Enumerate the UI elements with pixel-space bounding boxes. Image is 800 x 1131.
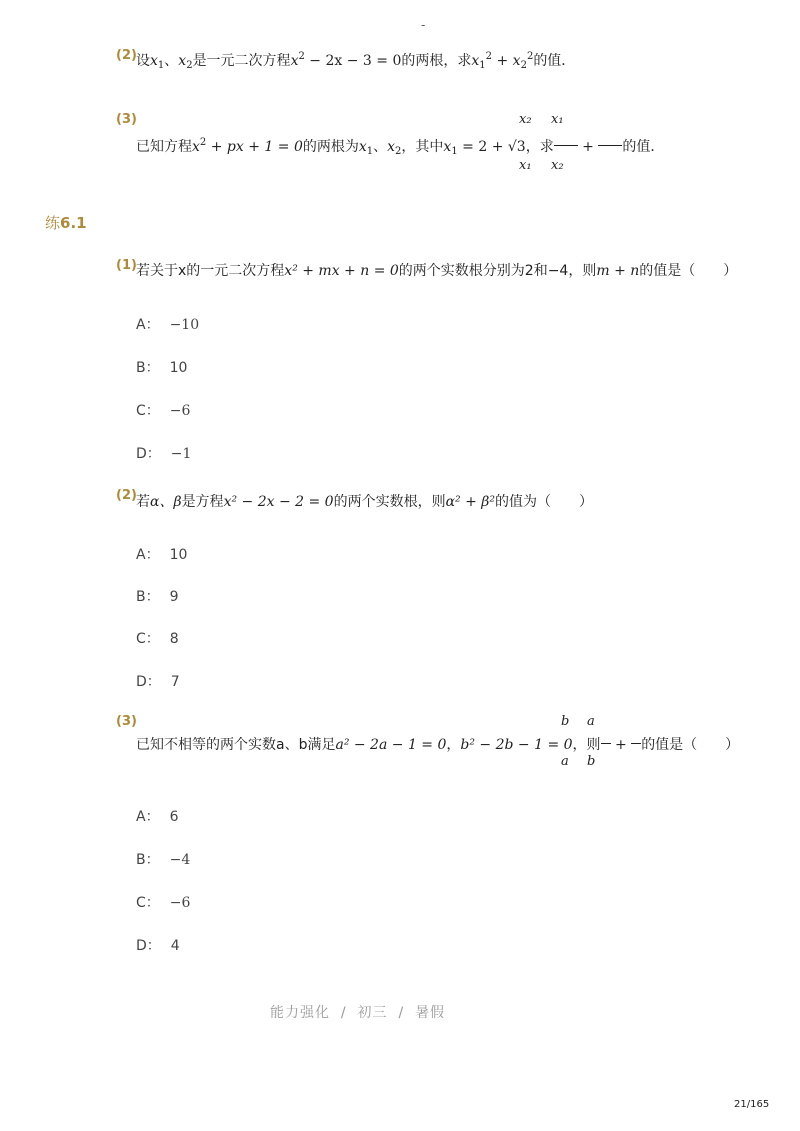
option-d[interactable]: D： 4 bbox=[136, 938, 180, 954]
option-d[interactable]: D： −1 bbox=[136, 446, 192, 462]
question-number: (3) bbox=[116, 714, 137, 729]
option-b[interactable]: B： 9 bbox=[136, 589, 179, 605]
question-text: 设$x_1$、$x_2$是一元二次方程$x^2 - 2x - 3 = 0$的两根，求$x_1^2 + x_2^2$的值． bbox=[136, 51, 576, 71]
page-footer: 能力强化 / 初三 / 暑假 bbox=[270, 1005, 446, 1021]
fraction-numerator: x₂ bbox=[519, 112, 532, 127]
question-text: 已知不相等的两个实数a、b满足a² − 2a − 1 = 0，b² − 2b − 1 = 0，则 + 的值是（ ） bbox=[136, 737, 740, 753]
question-number: (2) bbox=[116, 488, 137, 503]
option-a[interactable]: A： 6 bbox=[136, 809, 179, 825]
option-c[interactable]: C： 8 bbox=[136, 631, 179, 647]
question-text: 已知方程$x^2$ + px + 1 = 0的两根为$x_1$、$x_2$，其中$x_1 = 2 + √3$，求 + 的值． bbox=[136, 137, 665, 157]
option-a[interactable]: A： −10 bbox=[136, 317, 200, 333]
fraction-denominator: a bbox=[561, 754, 569, 769]
header-mark: - bbox=[421, 18, 426, 32]
question-number: (2) bbox=[116, 48, 137, 63]
option-a[interactable]: A： 10 bbox=[136, 547, 188, 563]
option-c[interactable]: C： −6 bbox=[136, 403, 191, 419]
option-c[interactable]: C： −6 bbox=[136, 895, 191, 911]
option-b[interactable]: B： 10 bbox=[136, 360, 188, 376]
page-number: 21/165 bbox=[734, 1099, 770, 1110]
fraction-denominator: x₂ bbox=[551, 158, 564, 173]
section-heading: 练6.1 bbox=[45, 214, 87, 232]
question-number: (1) bbox=[116, 258, 137, 273]
option-d[interactable]: D： 7 bbox=[136, 674, 180, 690]
fraction-numerator: x₁ bbox=[551, 112, 564, 127]
fraction-bar bbox=[601, 743, 611, 744]
fraction-bar bbox=[598, 145, 622, 146]
fraction-numerator: b bbox=[561, 714, 570, 729]
fraction-denominator: x₁ bbox=[519, 158, 532, 173]
question-number: (3) bbox=[116, 112, 137, 127]
fraction-bar bbox=[631, 743, 641, 744]
question-text: 若α、β是方程x² − 2x − 2 = 0的两个实数根，则α² + β²的值为（ ） bbox=[136, 494, 593, 510]
option-b[interactable]: B： −4 bbox=[136, 852, 191, 868]
fraction-denominator: b bbox=[587, 754, 596, 769]
fraction-numerator: a bbox=[587, 714, 595, 729]
question-text: 若关于x的一元二次方程x² + mx + n = 0的两个实数根分别为2和−4，则m + n的值是（ ） bbox=[136, 263, 738, 279]
fraction-bar bbox=[554, 145, 578, 146]
